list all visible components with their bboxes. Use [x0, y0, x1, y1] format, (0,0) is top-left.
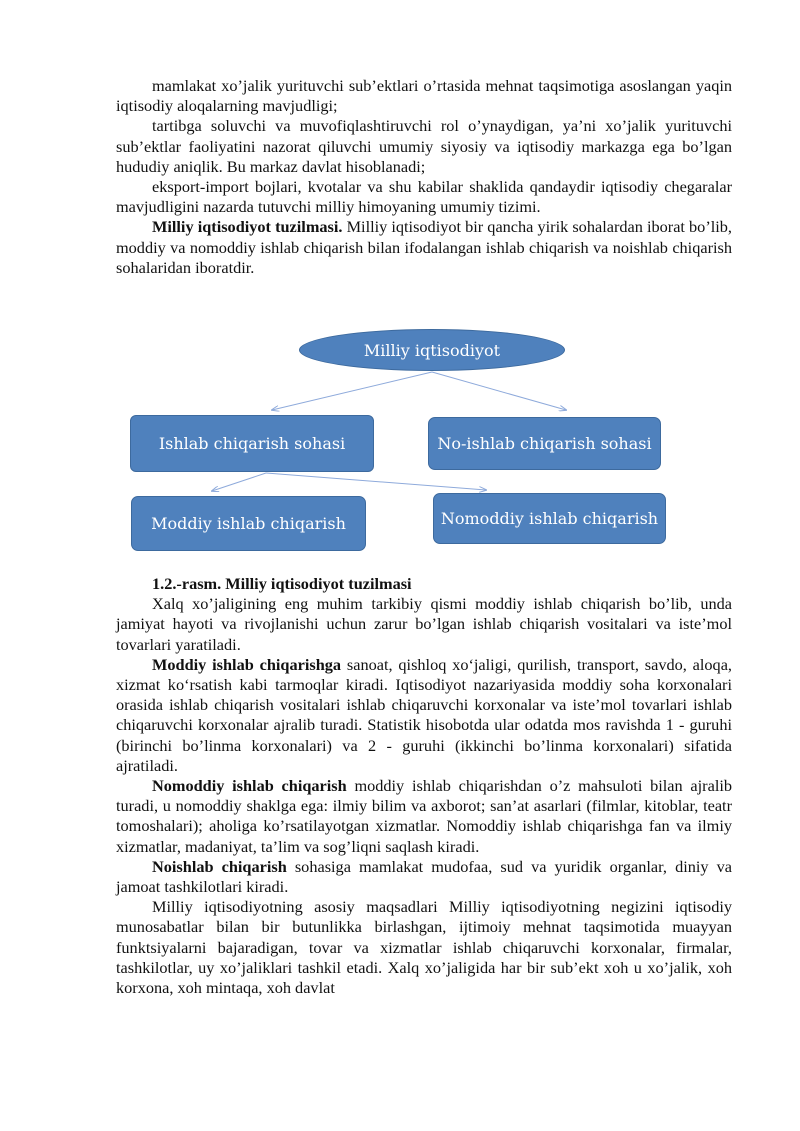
- paragraph: mamlakat xo’jalik yurituvchi sub’ektlari o’rtasida mehnat taqsimotiga asoslangan yaqin iqtisodiy aloqalarning mavjudligi;: [116, 76, 732, 116]
- moddiy-text: sanoat, qishloq xo‘jaligi, qurilish, transport, savdo, aloqa, xizmat ko‘rsatish kabi tarmoqlar kiradi. Iqtisodiyot nazariyasida moddiy soha korxonalari orasida ishlab chiqarish vositalari ishlab chiqaruvchi korxonalar va iste’mol tovarlari ishlab chiqaruvchi korxonalar ajralib turadi. Statistik hisobotda ular odatda mos ravishda 1 - guruhi (birinchi bo’linma korxonalari) va 2 - guruhi (ikkinchi bo’linma korxonalari) sifatida ajratiladi.: [116, 654, 732, 775]
- moddiy-paragraph: [116, 655, 732, 776]
- node-milliy-iqtisodiyot: Milliy iqtisodiyot: [299, 329, 565, 371]
- connector-ishlab-nomoddiy: [266, 473, 486, 490]
- structure-heading: Milliy iqtisodiyot tuzilmasi.: [152, 217, 343, 237]
- nomoddiy-text: moddiy ishlab chiqarishdan o’z mahsuloti bilan ajralib turadi, u nomoddiy shaklga ega: ilmiy bilim va axborot; san’at asarlari (filmlar, kitoblar, teatr tomoshalari); aholiga ko’rsatilayotgan xizmatlar. Nomoddiy ishlab chiqarishga fan va ilmiy xizmatlar, madaniyat, ta’lim va sog’liqni saqlash kiradi.: [116, 776, 733, 856]
- text-block-top: [116, 76, 732, 278]
- connector-ishlab-moddiy: [212, 473, 266, 491]
- node-moddiy-ishlab-chiqarish: Moddiy ishlab chiqarish: [131, 496, 366, 551]
- noishlab-text: sohasiga mamlakat mudofaa, sud va yuridik organlar, diniy va jamoat tashkilotlari kiradi.: [116, 856, 732, 897]
- moddiy-heading: Moddiy ishlab chiqarishga: [152, 654, 342, 674]
- noishlab-heading: Noishlab chiqarish: [152, 856, 287, 876]
- connector-root-noishlab: [432, 372, 566, 410]
- node-ishlab-chiqarish-sohasi: Ishlab chiqarish sohasi: [130, 415, 374, 472]
- node-nomoddiy-ishlab-chiqarish: Nomoddiy ishlab chiqarish: [433, 493, 666, 544]
- paragraph: tartibga soluvchi va muvofiqlashtiruvchi rol o’ynaydigan, ya’ni xo’jalik yurituvchi sub’ektlar faoliyatini nazorat qiluvchi umumiy siyosiy va iqtisodiy markazga ega bo’lgan hududiy aniqlik. Bu markaz davlat hisoblanadi;: [116, 116, 732, 176]
- paragraph: Xalq xo’jaligining eng muhim tarkibiy qismi moddiy ishlab chiqarish bo’lib, unda jamiyat hayoti va rivojlanishi uchun zarur bo’lgan ishlab chiqarish vositalari va iste’mol tovarlari yaratiladi.: [116, 594, 732, 654]
- noishlab-paragraph: [116, 857, 732, 897]
- nomoddiy-paragraph: [116, 776, 732, 857]
- paragraph: eksport-import bojlari, kvotalar va shu kabilar shaklida qandaydir iqtisodiy chegaralar mavjudligini nazarda tutuvchi milliy himoyaning umumiy tizimi.: [116, 177, 732, 217]
- structure-paragraph: [116, 217, 732, 278]
- connector-root-ishlab: [272, 372, 432, 410]
- structure-text: Milliy iqtisodiyot bir qancha yirik sohalardan iborat bo’lib, moddiy va nomoddiy ishlab chiqarish bilan ifodalangan ishlab chiqarish va noishlab chiqarish sohalaridan iboratdir.: [116, 217, 732, 277]
- nomoddiy-heading: Nomoddiy ishlab chiqarish: [152, 776, 347, 796]
- text-block-bottom: [116, 574, 732, 998]
- node-no-ishlab-chiqarish-sohasi: No-ishlab chiqarish sohasi: [428, 417, 661, 470]
- paragraph: Milliy iqtisodiyotning asosiy maqsadlari Milliy iqtisodiyotning negizini iqtisodiy munosabatlar bilan bir butunlikka birlashgan, ijtimoiy mehnat taqsimotida muayyan funktsiyalarni bajaradigan, tovar va xizmatlar ishlab chiqaruvchi korxonalar, firmalar, tashkilotlar, uy xo’jaliklari tashkil etadi. Xalq xo’jaligida har bir sub’ekt xoh u xo’jalik, xoh korxona, xoh mintaqa, xoh davlat: [116, 897, 732, 998]
- figure-caption: 1.2.-rasm. Milliy iqtisodiyot tuzilmasi: [152, 574, 412, 593]
